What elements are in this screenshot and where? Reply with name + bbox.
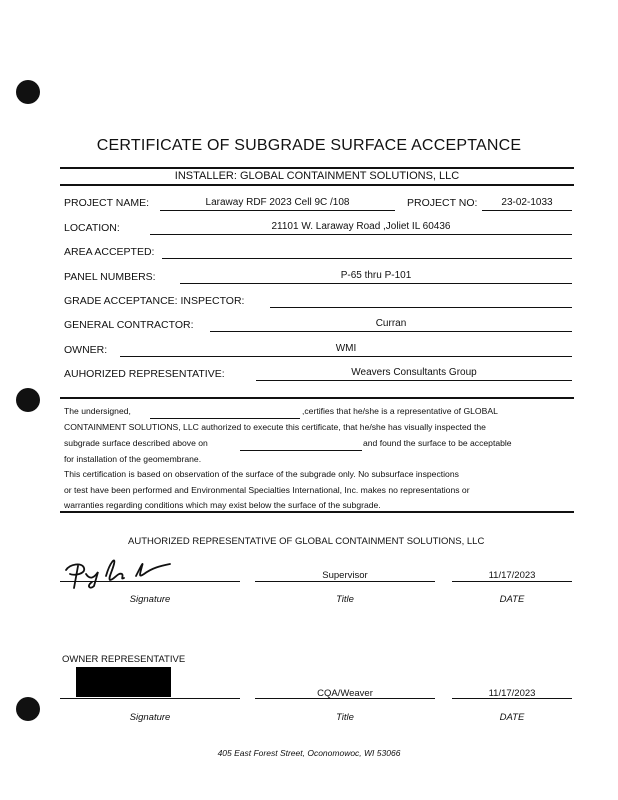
field-line	[210, 331, 572, 332]
divider	[60, 511, 574, 513]
cert-line-4: for installation of the geomembrane.	[64, 454, 202, 464]
project-no-value: 23-02-1033	[501, 197, 553, 208]
panel-numbers-label: PANEL NUMBERS:	[64, 271, 156, 283]
project-name-value: Laraway RDF 2023 Cell 9C /108	[205, 197, 350, 208]
cert-line-3a: subgrade surface described above on	[64, 438, 208, 448]
date-caption: DATE	[499, 712, 525, 723]
field-line	[150, 234, 572, 235]
handwritten-signature	[60, 552, 180, 590]
title-line	[255, 698, 435, 699]
title-caption: Title	[336, 594, 354, 605]
signature-caption: Signature	[129, 712, 171, 723]
cert-line-1a: The undersigned,	[64, 406, 131, 416]
document-title: CERTIFICATE OF SUBGRADE SURFACE ACCEPTANCE	[96, 137, 522, 154]
footer-address: 405 East Forest Street, Oconomowoc, WI 53066	[217, 748, 401, 758]
cert-line-5: This certification is based on observation of the surface of the subgrade only. No subsurface inspections	[64, 469, 459, 479]
cert-line-2: CONTAINMENT SOLUTIONS, LLC authorized to execute this certificate, that he/she has visually inspected the	[64, 422, 486, 432]
gcs-rep-heading: AUTHORIZED REPRESENTATIVE OF GLOBAL CONTAINMENT SOLUTIONS, LLC	[128, 536, 485, 547]
field-line	[162, 258, 572, 259]
signature-line	[60, 698, 240, 699]
field-line	[120, 356, 572, 357]
divider	[60, 397, 574, 399]
field-line	[160, 210, 395, 211]
blank-name-line	[150, 418, 300, 419]
cert-line-3b: and found the surface to be acceptable	[363, 438, 512, 448]
date-caption: DATE	[499, 594, 525, 605]
title-caption: Title	[336, 712, 354, 723]
authorized-rep-value: Weavers Consultants Group	[351, 367, 477, 378]
cert-line-1b: ,certifies that he/she is a representative of GLOBAL	[302, 406, 498, 416]
field-line	[256, 380, 572, 381]
title-line	[255, 581, 435, 582]
general-contractor-label: GENERAL CONTRACTOR:	[64, 319, 194, 331]
binder-hole	[16, 388, 40, 412]
owner-date-value: 11/17/2023	[488, 688, 536, 699]
installer-heading: INSTALLER: GLOBAL CONTAINMENT SOLUTIONS, LLC	[174, 170, 460, 182]
field-line	[482, 210, 572, 211]
redacted-signature	[76, 667, 171, 697]
panel-numbers-value: P-65 thru P-101	[340, 270, 412, 281]
divider	[60, 167, 574, 169]
cert-line-6: or test have been performed and Environmental Specialties International, Inc. makes no representations or	[64, 485, 470, 495]
binder-hole	[16, 697, 40, 721]
owner-title-value: CQA/Weaver	[317, 688, 373, 699]
location-value: 21101 W. Laraway Road ,Joliet IL 60436	[271, 221, 451, 232]
date-line	[452, 581, 572, 582]
field-line	[180, 283, 572, 284]
inspector-label: GRADE ACCEPTANCE: INSPECTOR:	[64, 295, 245, 307]
project-name-label: PROJECT NAME:	[64, 197, 149, 209]
gcs-title-value: Supervisor	[322, 570, 368, 581]
owner-label: OWNER:	[64, 344, 108, 356]
date-line	[452, 698, 572, 699]
field-line	[270, 307, 572, 308]
area-accepted-label: AREA ACCEPTED:	[64, 246, 155, 258]
divider	[60, 184, 574, 186]
binder-hole	[16, 80, 40, 104]
owner-value: WMI	[335, 343, 357, 354]
location-label: LOCATION:	[64, 222, 120, 234]
blank-date-line	[240, 450, 362, 451]
signature-line	[60, 581, 240, 582]
project-no-label: PROJECT NO:	[407, 197, 478, 209]
signature-caption: Signature	[129, 594, 171, 605]
cert-line-7: warranties regarding conditions which may exist below the surface of the subgrade.	[64, 500, 381, 510]
gcs-date-value: 11/17/2023	[488, 570, 536, 581]
authorized-rep-label: AUHORIZED REPRESENTATIVE:	[64, 368, 225, 380]
general-contractor-value: Curran	[375, 318, 407, 329]
owner-rep-heading: OWNER REPRESENTATIVE	[62, 654, 186, 665]
